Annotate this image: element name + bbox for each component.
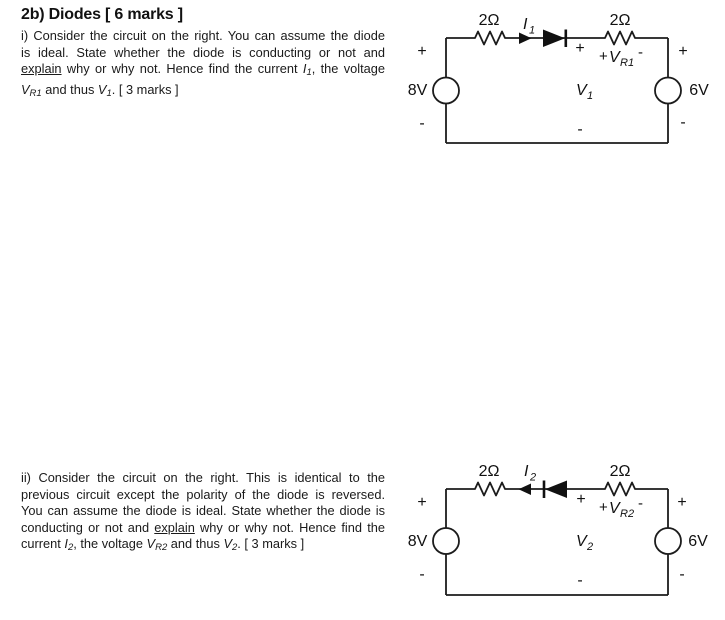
voltage-source-right-icon bbox=[655, 528, 681, 554]
text-line bbox=[21, 503, 385, 520]
node-voltage-minus: - bbox=[577, 572, 583, 589]
text-segment: 1 bbox=[306, 67, 312, 79]
text-line bbox=[21, 487, 385, 504]
source-right-plus: + bbox=[678, 43, 688, 60]
node-voltage-minus: - bbox=[577, 121, 583, 138]
source-left-value: 8V bbox=[407, 533, 428, 550]
voltage-source-left-icon bbox=[433, 528, 459, 554]
node-voltage-label: V bbox=[576, 82, 587, 99]
text-line bbox=[21, 45, 385, 62]
text-segment: explain bbox=[154, 519, 195, 535]
resistor-left-value: 2Ω bbox=[478, 12, 500, 29]
circuit-diagram-ii bbox=[400, 450, 725, 620]
node-voltage-plus: + bbox=[576, 491, 586, 508]
text-line bbox=[21, 82, 385, 103]
text-segment: , the voltage bbox=[73, 536, 147, 552]
text-segment: You can assume the diode is ideal. State whether the diode is bbox=[21, 503, 385, 519]
text-segment: 2 bbox=[232, 542, 238, 554]
node-voltage-sub: 1 bbox=[587, 90, 594, 102]
text-line bbox=[21, 28, 385, 45]
text-segment: ii) Consider the circuit on the right. This is identical to the bbox=[21, 470, 385, 485]
current-label-sub: 1 bbox=[529, 24, 536, 37]
current-label-sub: 2 bbox=[530, 471, 537, 484]
source-right-value: 6V bbox=[688, 533, 708, 550]
text-segment: . [ 3 marks ] bbox=[111, 81, 179, 97]
text-segment: previous circuit except the polarity of the diode is reversed. bbox=[21, 486, 385, 502]
current-label: I bbox=[524, 463, 529, 480]
text-segment: explain bbox=[21, 61, 62, 77]
resistor-left-value: 2Ω bbox=[478, 463, 500, 480]
text-segment: current bbox=[21, 536, 65, 552]
source-left-plus: + bbox=[417, 43, 427, 60]
text-segment: , the voltage bbox=[311, 61, 385, 77]
source-right-plus: + bbox=[677, 494, 687, 511]
text-segment: conducting or not and bbox=[21, 519, 155, 535]
text-segment: why or why not. Hence find the current bbox=[61, 61, 303, 77]
circuit-diagram-i bbox=[400, 0, 725, 160]
voltage-source-right-icon bbox=[655, 78, 681, 104]
resistor-voltage-minus: - bbox=[638, 44, 643, 61]
voltage-source-left-icon bbox=[433, 78, 459, 104]
source-right-minus: - bbox=[679, 566, 685, 583]
resistor-voltage-minus: - bbox=[638, 495, 643, 512]
text-segment: V bbox=[223, 536, 232, 552]
resistor-voltage-sub: R1 bbox=[620, 57, 635, 69]
text-segment: 2 bbox=[67, 542, 74, 554]
source-left-plus: + bbox=[417, 494, 427, 511]
resistor-voltage-plus: + bbox=[599, 48, 608, 65]
resistor-right-value: 2Ω bbox=[609, 463, 631, 480]
source-left-minus: - bbox=[419, 566, 425, 583]
node-voltage-label: V bbox=[576, 533, 587, 550]
node-voltage-plus: + bbox=[575, 40, 585, 57]
text-segment: and thus bbox=[41, 81, 98, 97]
text-line bbox=[21, 470, 385, 487]
text-segment: i) Consider the circuit on the right. You can assume the diode bbox=[21, 28, 385, 43]
resistor-voltage-label: V bbox=[609, 49, 620, 66]
text-segment: is ideal. State whether the diode is conducting or not and bbox=[21, 44, 385, 60]
text-segment: I bbox=[64, 536, 68, 552]
source-left-value: 8V bbox=[407, 82, 428, 99]
question-i-text bbox=[21, 28, 385, 102]
text-line bbox=[21, 536, 385, 557]
text-line bbox=[21, 61, 385, 82]
node-voltage-sub: 2 bbox=[587, 541, 594, 553]
resistor-right-value: 2Ω bbox=[609, 12, 631, 29]
text-segment: V bbox=[146, 536, 156, 552]
text-segment: I bbox=[302, 61, 307, 77]
text-segment: V bbox=[21, 81, 30, 97]
source-left-minus: - bbox=[419, 115, 425, 132]
text-segment: and thus bbox=[167, 536, 224, 552]
question-ii-text bbox=[21, 470, 385, 557]
text-segment: R1 bbox=[29, 87, 42, 99]
resistor-voltage-sub: R2 bbox=[620, 508, 635, 520]
text-line bbox=[21, 520, 385, 537]
source-right-value: 6V bbox=[689, 82, 709, 99]
text-segment: R2 bbox=[155, 542, 168, 554]
diode-icon bbox=[545, 481, 567, 499]
current-arrow-icon bbox=[519, 484, 532, 496]
text-segment: 1 bbox=[106, 87, 112, 99]
resistor-voltage-label: V bbox=[609, 500, 620, 517]
question-title: 2b) Diodes [ 6 marks ] bbox=[21, 6, 183, 23]
text-segment: why or why not. Hence find the bbox=[194, 519, 385, 535]
resistor-voltage-plus: + bbox=[599, 499, 608, 516]
current-label: I bbox=[523, 16, 528, 33]
source-right-minus: - bbox=[680, 114, 686, 131]
text-segment: . [ 3 marks ] bbox=[237, 536, 305, 552]
diode-icon bbox=[543, 30, 565, 48]
text-segment: V bbox=[97, 81, 107, 97]
